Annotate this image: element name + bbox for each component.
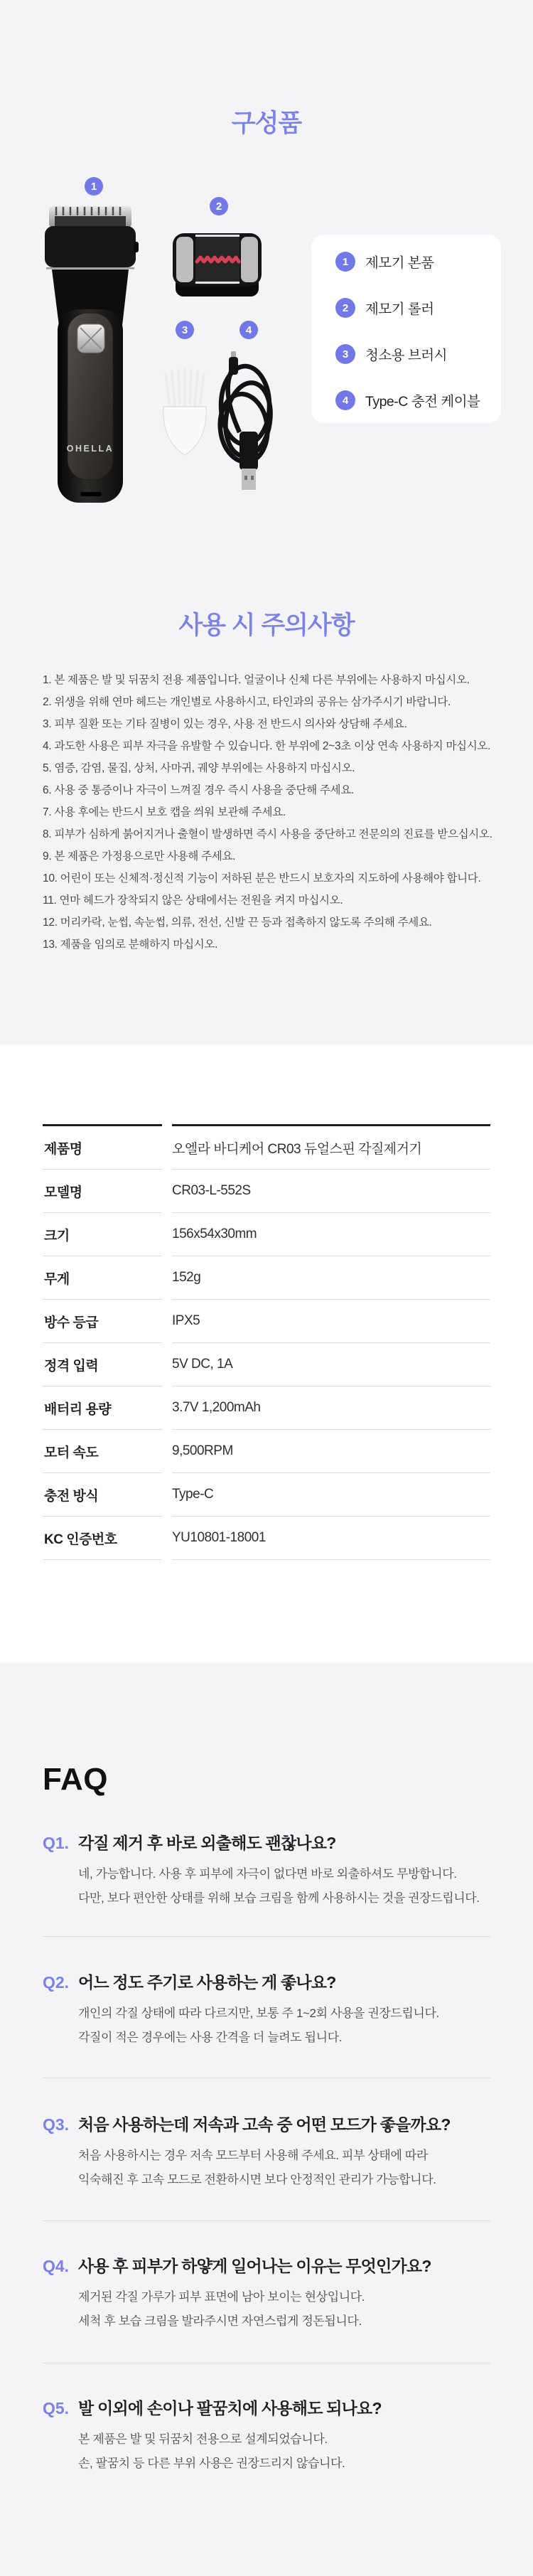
faq-answer [78,1862,497,1910]
faq-answer [78,2285,497,2334]
spec-label: 정격 입력 [43,1343,162,1386]
precaution-item: 9. 본 제품은 가정용으로만 사용해 주세요. [43,850,236,862]
component-list-item [335,252,501,272]
brand-logo-text: OHELLA [66,444,114,454]
spec-label: 크기 [43,1213,162,1256]
component-label: 청소용 브러시 [365,348,447,363]
product-photo-illustration [18,171,302,526]
spec-label: 모터 속도 [43,1430,162,1473]
faq-answer-line: 네, 가능합니다. 사용 후 피부에 자극이 없다면 바로 외출하셔도 무방합니다. [78,1867,457,1881]
faq-question-row [43,2398,497,2419]
spec-row [43,1170,490,1213]
faq-answer-line: 개인의 각질 상태에 따라 다르지만, 보통 주 1~2회 사용을 권장드립니다. [78,2006,439,2020]
faq-question-row [43,1832,497,1854]
divider [43,2220,490,2221]
spec-value: 156x54x30mm [172,1213,490,1256]
faq-question-row [43,2255,497,2277]
component-number-badge: 4 [335,390,355,410]
precaution-item: 13. 제품을 임의로 분해하지 마십시오. [43,939,218,951]
faq-item [43,1832,497,1910]
faq-title: FAQ [43,1762,108,1797]
callout-number-badge: 2 [210,197,228,215]
spec-label: 모델명 [43,1170,162,1213]
callout-number-badge: 3 [176,321,194,339]
divider [43,1936,490,1937]
spec-value: 9,500RPM [172,1430,490,1473]
precaution-item: 3. 피부 질환 또는 기타 질병이 있는 경우, 사용 전 반드시 의사와 상담해 주세요. [43,718,407,730]
callout-number-badge: 4 [239,321,258,339]
spec-row [43,1473,490,1517]
faq-item [43,2398,497,2476]
faq-answer-line: 본 제품은 발 및 뒤꿈치 전용으로 설계되었습니다. [78,2432,328,2446]
faq-question-row [43,1972,497,1993]
component-list-item [335,344,501,364]
faq-question-text: 발 이외에 손이나 팔꿈치에 사용해도 되나요? [78,2399,382,2417]
spec-value: Type-C [172,1473,490,1517]
component-number-badge: 3 [335,344,355,364]
spec-label: KC 인증번호 [43,1517,162,1560]
spec-value: 152g [172,1256,490,1300]
spec-row [43,1256,490,1300]
faq-answer-line: 세척 후 보습 크림을 발라주시면 자연스럽게 정돈됩니다. [78,2314,362,2328]
spec-value: IPX5 [172,1300,490,1343]
spec-value: 3.7V 1,200mAh [172,1386,490,1430]
spec-row [43,1126,490,1170]
precautions-title: 사용 시 주의사항 [178,611,355,639]
faq-question-number: Q2. [43,1973,70,1992]
faq-answer-line: 익숙해진 후 고속 모드로 전환하시면 보다 안정적인 관리가 가능합니다. [78,2173,436,2186]
components-title: 구성품 [231,109,302,137]
faq-question-number: Q1. [43,1834,70,1852]
faq-answer-line: 각질이 적은 경우에는 사용 간격을 더 늘려도 됩니다. [78,2031,343,2044]
faq-item [43,2255,497,2334]
faq-item [43,2114,497,2192]
faq-answer [78,2002,497,2050]
faq-answer-line: 다만, 보다 편안한 상태를 위해 보습 크림을 함께 사용하시는 것을 권장드립니다. [78,1891,480,1905]
product-photo [18,171,302,526]
spec-label: 충전 방식 [43,1473,162,1517]
faq-answer [78,2427,497,2476]
faq-item [43,1972,497,2050]
spec-label: 제품명 [43,1126,162,1170]
roller-head-illustration [173,233,262,296]
faq-question-number: Q3. [43,2115,70,2134]
charging-cable-illustration [216,351,275,490]
faq-answer [78,2144,497,2192]
spec-value: 오엘라 바디케어 CR03 듀얼스핀 각질제거기 [172,1126,490,1170]
faq-question-text: 처음 사용하는데 저속과 고속 중 어떤 모드가 좋을까요? [78,2115,451,2134]
spec-row [43,1300,490,1343]
spec-value: CR03-L-552S [172,1170,490,1213]
cleaning-brush-illustration [163,370,207,455]
spec-value: 5V DC, 1A [172,1343,490,1386]
component-list-item [335,390,501,410]
spec-label: 방수 등급 [43,1300,162,1343]
precaution-item: 7. 사용 후에는 반드시 보호 캡을 씌워 보관해 주세요. [43,806,286,818]
faq-question-text: 사용 후 피부가 하얗게 일어나는 이유는 무엇인가요? [78,2257,431,2275]
precaution-item: 11. 연마 헤드가 장착되지 않은 상태에서는 전원을 켜지 마십시오. [43,894,343,907]
precaution-item: 4. 과도한 사용은 피부 자극을 유발할 수 있습니다. 한 부위에 2~3초 이상 연속 사용하지 마십시오. [43,740,491,752]
faq-question-number: Q5. [43,2399,70,2417]
faq-answer-line: 제거된 각질 가루가 피부 표면에 남아 보이는 현상입니다. [78,2290,365,2304]
precaution-item: 8. 피부가 심하게 붉어지거나 출혈이 발생하면 즉시 사용을 중단하고 전문의의 진료를 받으십시오. [43,828,492,840]
component-list-item [335,298,501,318]
components-section [0,0,533,1045]
faq-question-text: 각질 제거 후 바로 외출해도 괜찮나요? [78,1834,336,1852]
spec-row [43,1430,490,1473]
precaution-item: 6. 사용 중 통증이나 자극이 느껴질 경우 즉시 사용을 중단해 주세요. [43,784,354,796]
faq-answer-line: 손, 팔꿈치 등 다른 부위 사용은 권장드리지 않습니다. [78,2457,345,2470]
spec-row [43,1343,490,1386]
spec-table [43,1124,490,1560]
faq-section [0,1662,533,2576]
spec-rows [43,1126,490,1560]
spec-value: YU10801-18001 [172,1517,490,1560]
spec-row [43,1386,490,1430]
faq-question-number: Q4. [43,2257,70,2275]
precaution-item: 5. 염증, 감염, 물집, 상처, 사마귀, 궤양 부위에는 사용하지 마십시오. [43,762,355,774]
component-label: 제모기 롤러 [365,301,434,317]
spec-label: 무게 [43,1256,162,1300]
spec-row [43,1517,490,1560]
precaution-item: 2. 위생을 위해 연마 헤드는 개인별로 사용하시고, 타인과의 공유는 삼가주시기 바랍니다. [43,696,451,708]
callout-number-badge: 1 [85,177,103,196]
precaution-item: 12. 머리카락, 눈썹, 속눈썹, 의류, 전선, 신발 끈 등과 접촉하지 않도록 주의해 주세요. [43,916,432,929]
components-list-card [311,235,501,423]
precaution-item: 1. 본 제품은 발 및 뒤꿈치 전용 제품입니다. 얼굴이나 신체 다른 부위에는 사용하지 마십시오. [43,674,470,686]
component-number-badge: 2 [335,298,355,318]
component-label: 제모기 본품 [365,255,434,271]
spec-label: 배터리 용량 [43,1386,162,1430]
specs-section [0,1045,533,1662]
spec-row [43,1213,490,1256]
faq-question-text: 어느 정도 주기로 사용하는 게 좋나요? [78,1973,336,1992]
component-label: Type-C 충전 케이블 [365,394,480,410]
precaution-item: 10. 어린이 또는 신체적·정신적 기능이 저하된 분은 반드시 보호자의 지도하에 사용해야 합니다. [43,872,481,885]
faq-question-row [43,2114,497,2135]
device-body-illustration [45,206,139,503]
faq-answer-line: 처음 사용하시는 경우 저속 모드부터 사용해 주세요. 피부 상태에 따라 [78,2149,428,2162]
component-number-badge: 1 [335,252,355,272]
faq-list [0,1662,533,2576]
precautions-list [43,669,497,956]
